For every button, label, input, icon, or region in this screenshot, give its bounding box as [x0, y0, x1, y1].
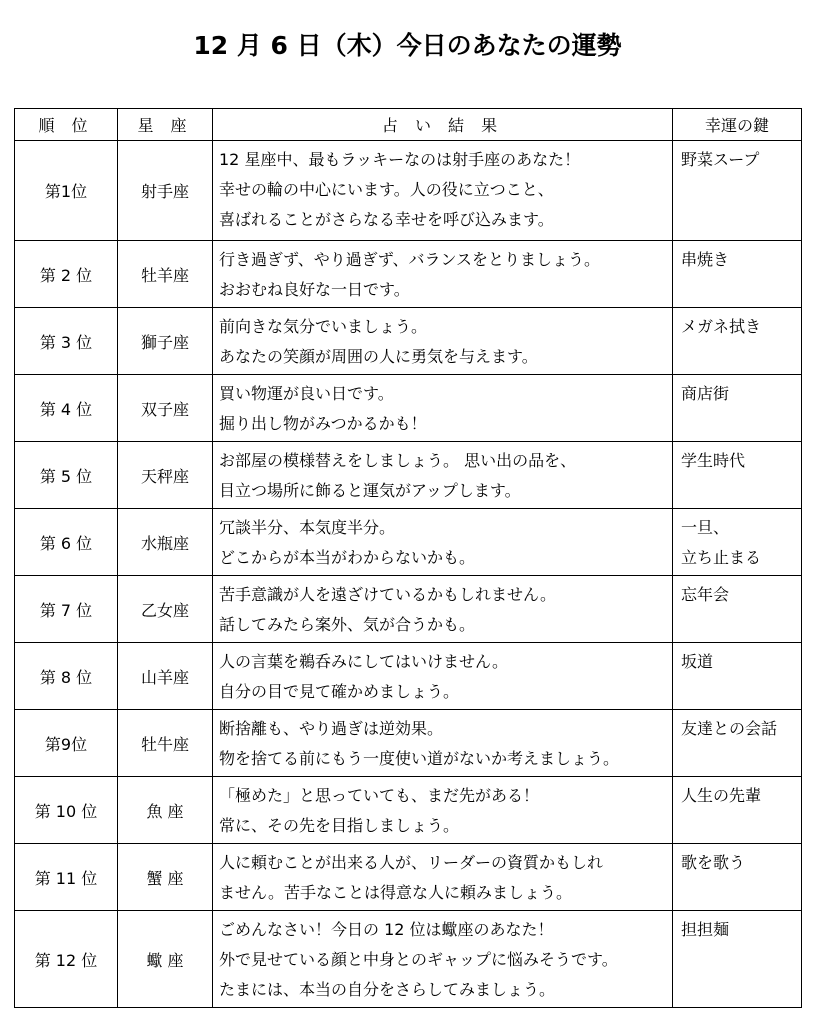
lucky-key-line: 一旦、 [681, 518, 730, 537]
lucky-key-line: 担担麺 [681, 920, 730, 939]
result-line: 人に頼むことが出来る人が、リーダーの資質かもしれ [219, 853, 604, 872]
table-row [15, 241, 802, 308]
result-cell [213, 375, 673, 442]
table-row [15, 643, 802, 710]
header-sign: 星 座 [118, 109, 213, 141]
result-cell [213, 509, 673, 576]
result-line: たまには、本当の自分をさらしてみましょう。 [219, 980, 556, 999]
result-cell [213, 911, 673, 1008]
result-cell [213, 777, 673, 844]
rank-cell: 第 7 位 [15, 576, 118, 643]
lucky-key-cell [673, 710, 802, 777]
table-row [15, 844, 802, 911]
sign-cell: 牡羊座 [118, 241, 213, 308]
lucky-key-line: 立ち止まる [681, 548, 762, 567]
rank-cell: 第 10 位 [15, 777, 118, 844]
result-line: 掘り出し物がみつかるかも！ [219, 414, 427, 433]
result-line: 人の言葉を鵜呑みにしてはいけません。 [219, 652, 508, 671]
lucky-key-line: 坂道 [681, 652, 714, 671]
rank-cell: 第 5 位 [15, 442, 118, 509]
lucky-key-line: 友達との会話 [681, 719, 778, 738]
lucky-key-cell [673, 777, 802, 844]
result-line: 断捨離も、やり過ぎは逆効果。 [219, 719, 444, 738]
lucky-key-line: 人生の先輩 [681, 786, 762, 805]
lucky-key-line: 商店街 [681, 384, 730, 403]
table-row [15, 777, 802, 844]
table-row [15, 576, 802, 643]
sign-cell: 天秤座 [118, 442, 213, 509]
horoscope-table [14, 108, 802, 1008]
result-line: 自分の目で見て確かめましょう。 [219, 682, 460, 701]
header-rank: 順 位 [15, 109, 118, 141]
result-line: 話してみたら案外、気が合うかも。 [219, 615, 476, 634]
lucky-key-cell [673, 911, 802, 1008]
table-row [15, 509, 802, 576]
rank-cell: 第9位 [15, 710, 118, 777]
lucky-key-line: 串焼き [681, 250, 730, 269]
result-cell [213, 710, 673, 777]
result-cell [213, 643, 673, 710]
sign-cell: 射手座 [118, 141, 213, 241]
result-cell [213, 442, 673, 509]
lucky-key-cell [673, 141, 802, 241]
sign-cell: 牡牛座 [118, 710, 213, 777]
sign-cell: 魚 座 [118, 777, 213, 844]
result-cell [213, 844, 673, 911]
result-line: 買い物運が良い日です。 [219, 384, 394, 403]
lucky-key-cell [673, 844, 802, 911]
lucky-key-cell [673, 241, 802, 308]
header-lucky-key: 幸運の鍵 [673, 109, 802, 141]
result-line: 外で見せている顔と中身とのギャップに悩みそうです。 [219, 950, 618, 969]
table-row [15, 141, 802, 241]
sign-cell: 水瓶座 [118, 509, 213, 576]
lucky-key-line: 忘年会 [681, 585, 730, 604]
rank-cell: 第1位 [15, 141, 118, 241]
lucky-key-line: 学生時代 [681, 451, 746, 470]
result-line: ごめんなさい！今日の 12 位は蠍座のあなた！ [219, 920, 554, 939]
result-line: ません。苦手なことは得意な人に頼みましょう。 [219, 883, 572, 902]
page-title: 12 月 6 日（木）今日のあなたの運勢 [193, 31, 622, 60]
result-cell [213, 576, 673, 643]
result-line: 喜ばれることがさらなる幸せを呼び込みます。 [219, 210, 554, 229]
sign-cell: 双子座 [118, 375, 213, 442]
lucky-key-cell [673, 509, 802, 576]
rank-cell: 第 4 位 [15, 375, 118, 442]
sign-cell: 蠍 座 [118, 911, 213, 1008]
rank-cell: 第 6 位 [15, 509, 118, 576]
lucky-key-cell [673, 576, 802, 643]
sign-cell: 蟹 座 [118, 844, 213, 911]
lucky-key-cell [673, 643, 802, 710]
result-line: 常に、その先を目指しましょう。 [219, 816, 460, 835]
table-row [15, 442, 802, 509]
rank-cell: 第 8 位 [15, 643, 118, 710]
table-row [15, 710, 802, 777]
rank-cell: 第 11 位 [15, 844, 118, 911]
lucky-key-line: 歌を歌う [681, 853, 746, 872]
table-row [15, 308, 802, 375]
rank-cell: 第 3 位 [15, 308, 118, 375]
result-line: 苦手意識が人を遠ざけているかもしれません。 [219, 585, 556, 604]
result-line: 12 星座中、最もラッキーなのは射手座のあなた！ [219, 150, 581, 169]
table-row [15, 911, 802, 1008]
result-line: どこからが本当がわからないかも。 [219, 548, 476, 567]
header-row [15, 109, 802, 141]
lucky-key-cell [673, 375, 802, 442]
result-line: 物を捨てる前にもう一度使い道がないか考えましょう。 [219, 749, 620, 768]
result-line: 冗談半分、本気度半分。 [219, 518, 396, 537]
result-line: 幸せの輪の中心にいます。人の役に立つこと、 [219, 180, 554, 199]
sign-cell: 乙女座 [118, 576, 213, 643]
result-line: 前向きな気分でいましょう。 [219, 317, 428, 336]
result-line: お部屋の模様替えをしましょう。 思い出の品を、 [219, 451, 577, 470]
result-line: 行き過ぎず、やり過ぎず、バランスをとりましょう。 [219, 250, 600, 269]
result-line: おおむね良好な一日です。 [219, 280, 410, 299]
result-cell [213, 308, 673, 375]
result-line: あなたの笑顔が周囲の人に勇気を与えます。 [219, 347, 538, 366]
lucky-key-line: 野菜スープ [681, 150, 760, 169]
result-line: 目立つ場所に飾ると運気がアップします。 [219, 481, 521, 500]
table-row [15, 375, 802, 442]
rank-cell: 第 12 位 [15, 911, 118, 1008]
sign-cell: 山羊座 [118, 643, 213, 710]
sign-cell: 獅子座 [118, 308, 213, 375]
lucky-key-line: メガネ拭き [681, 317, 762, 336]
lucky-key-cell [673, 442, 802, 509]
result-line: 「極めた」と思っていても、まだ先がある！ [219, 786, 540, 805]
header-result: 占 い 結 果 [213, 109, 673, 141]
result-cell [213, 241, 673, 308]
lucky-key-cell [673, 308, 802, 375]
rank-cell: 第 2 位 [15, 241, 118, 308]
result-cell [213, 141, 673, 241]
